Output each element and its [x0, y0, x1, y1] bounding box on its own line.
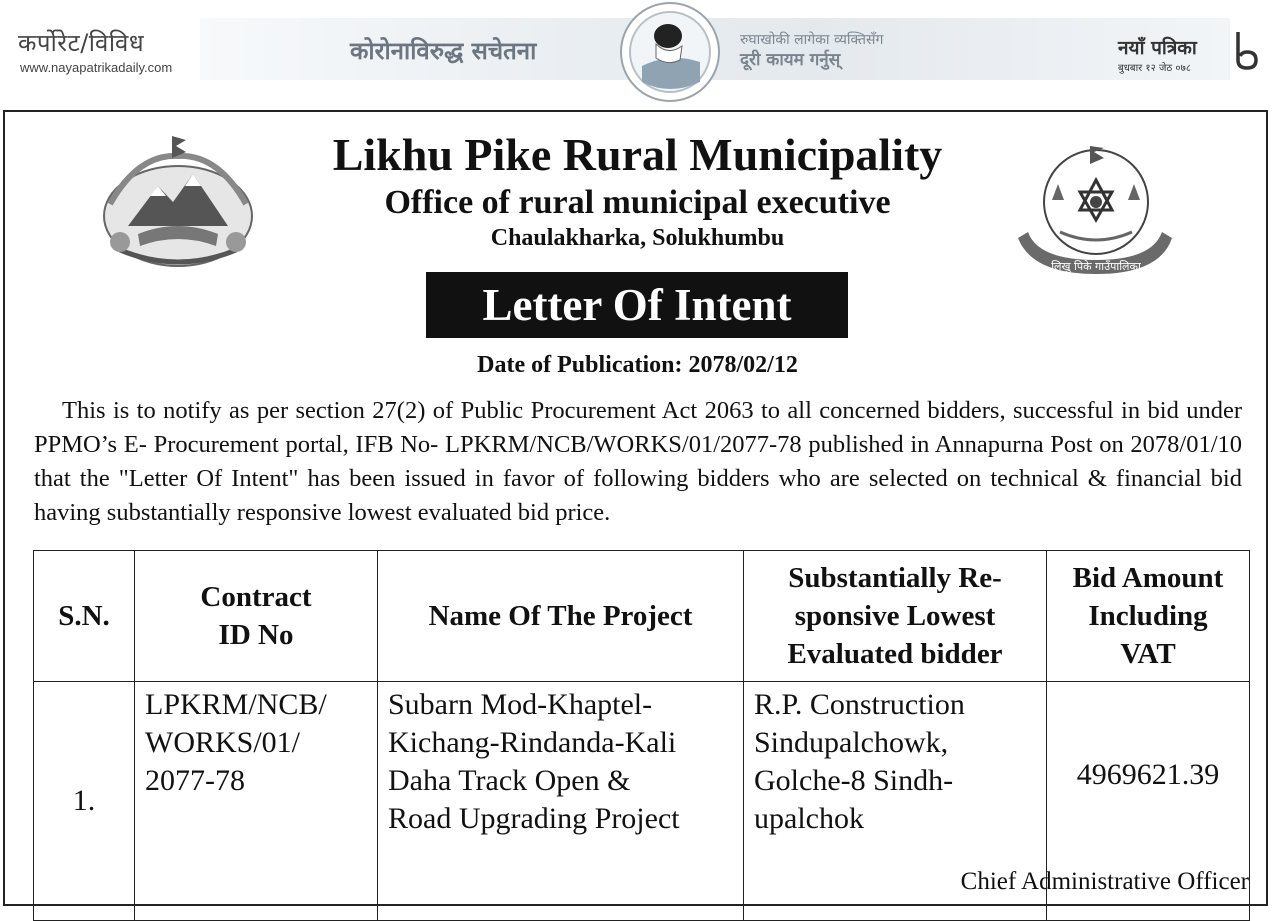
- publication-date: [0, 352, 1275, 379]
- office-name: Office of rural municipal executive: [384, 184, 891, 221]
- cell-line: Sindupalchowk,: [754, 726, 949, 759]
- cell-line: Daha Track Open &: [388, 764, 631, 797]
- header-bidder-line: sponsive Lowest: [794, 600, 996, 632]
- header-bidder: [744, 551, 1047, 682]
- cell-line: R.P. Construction: [754, 688, 965, 721]
- cell-project: [378, 682, 744, 921]
- header-amount-line: Bid Amount: [1072, 562, 1224, 594]
- paper-date: बुधबार १२ जेठ ०७८: [1118, 63, 1192, 74]
- cell-contract-id: [135, 682, 378, 921]
- header-project: Name Of The Project: [378, 551, 744, 682]
- municipality-name: Likhu Pike Rural Municipality: [332, 129, 943, 180]
- cell-line: upalchok: [754, 802, 864, 835]
- notice-title: Letter Of Intent: [426, 272, 848, 338]
- campaign-message: [740, 30, 883, 70]
- section-name: कर्पोरेट/विविध: [18, 29, 145, 57]
- publication-date-value: 2078/02/12: [688, 352, 798, 378]
- cell-line: WORKS/01/: [145, 726, 301, 759]
- newspaper-banner: [0, 0, 1275, 98]
- campaign-mask-icon: [620, 2, 720, 102]
- header-bidder-line: Substantially Re-: [788, 562, 1002, 594]
- site-url: www.nayapatrikadaily.com: [20, 60, 173, 75]
- cell-sn: 1.: [34, 682, 135, 921]
- campaign-line-1: रुघाखोकी लागेका व्यक्तिसँग: [740, 32, 884, 48]
- notice-paragraph: This is to notify as per section 27(2) of Public Procurement Act 2063 to all concerned bidders, successful in bid under PPMO’s E- Procurement portal, IFB No- LPKRM/NCB/WORKS/01/2077-78 published in Annapurna Post on 2078/01/10 that the "Letter Of Intent" has been issued in favor of following bidders who are selected on technical & financial bid having substantially responsive lowest evaluated bid price.: [34, 397, 1242, 526]
- cell-line: Subarn Mod-Khaptel-: [388, 688, 653, 721]
- header-amount-line: VAT: [1120, 638, 1176, 670]
- header-amount-line: Including: [1088, 600, 1208, 632]
- bidder-table: [33, 550, 1250, 921]
- header-bidder-line: Evaluated bidder: [787, 638, 1003, 670]
- header-contract-line: Contract: [200, 581, 312, 613]
- cell-line: LPKRM/NCB/: [145, 688, 327, 721]
- cell-line: Kichang-Rindanda-Kali: [388, 726, 677, 759]
- campaign-line-2: दूरी कायम गर्नुस्: [740, 50, 841, 70]
- paper-name: नयाँ पत्रिका: [1118, 37, 1197, 59]
- header-sn: S.N.: [34, 551, 135, 682]
- office-address: Chaulakharka, Solukhumbu: [490, 225, 785, 251]
- publication-date-label: Date of Publication:: [477, 352, 683, 378]
- cell-amount: 4969621.39: [1047, 682, 1250, 921]
- campaign-title: कोरोनाविरुद्ध सचेतना: [350, 37, 537, 65]
- municipality-logo-text: लिखु पिके गाउँपालिका: [1051, 260, 1141, 273]
- header-contract-id: [135, 551, 378, 682]
- cell-line: Road Upgrading Project: [388, 802, 680, 835]
- signatory-title: Chief Administrative Officer: [960, 868, 1249, 895]
- cell-line: Golche-8 Sindh-: [754, 764, 954, 797]
- table-header-row: [34, 551, 1250, 682]
- header-amount: [1047, 551, 1250, 682]
- cell-line: 2077-78: [145, 764, 245, 797]
- header-contract-line: ID No: [218, 619, 294, 651]
- newspaper-logo-icon: [1232, 30, 1262, 70]
